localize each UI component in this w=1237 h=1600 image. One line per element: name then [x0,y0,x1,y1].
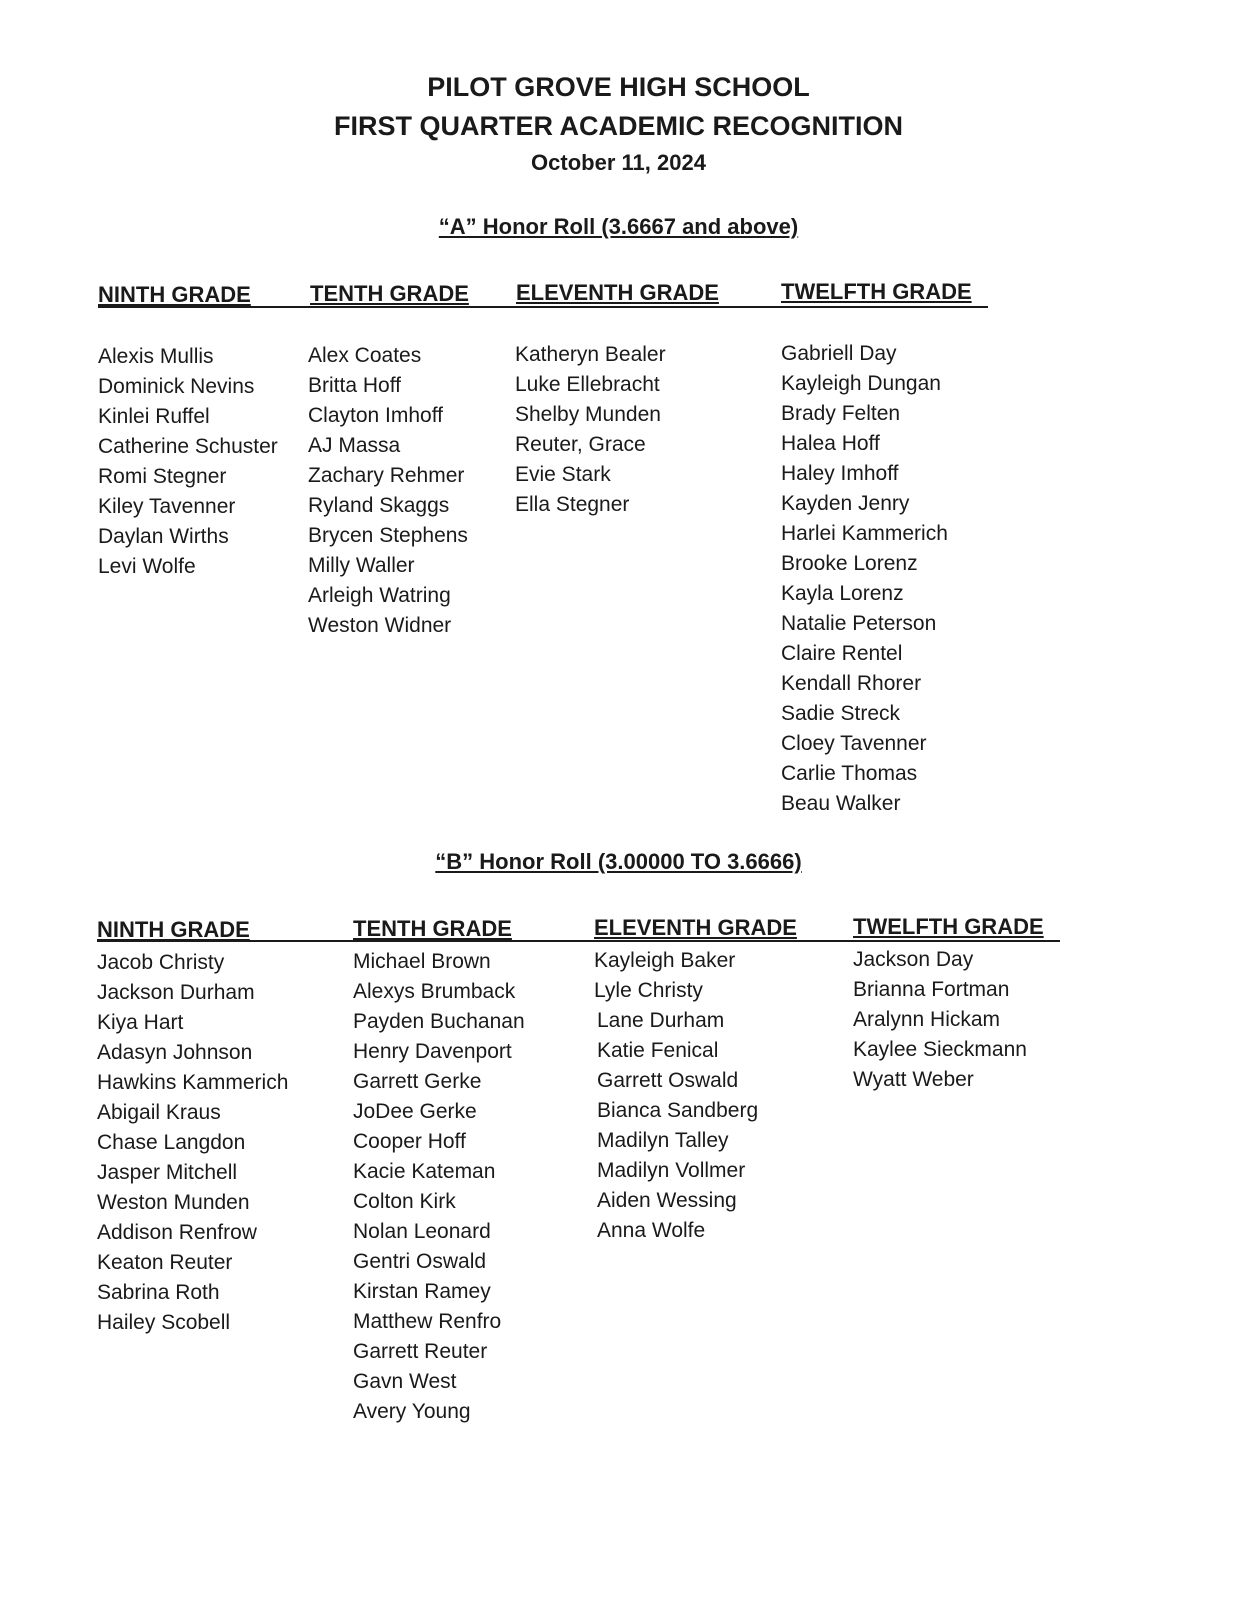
list-item: Brycen Stephens [308,524,468,547]
list-item: Weston Widner [308,614,452,637]
list-item: Garrett Gerke [353,1070,482,1093]
a-honor-roll-title: “A” Honor Roll (3.6667 and above) [438,214,799,239]
list-item: Kinlei Ruffel [98,405,210,428]
list-item: Shelby Munden [515,403,661,426]
list-item: Aiden Wessing [597,1189,737,1212]
list-item: Aralynn Hickam [853,1008,1001,1031]
list-item: Nolan Leonard [353,1220,491,1243]
list-item: Michael Brown [353,950,491,973]
list-item: Luke Ellebracht [515,373,660,396]
list-item: Catherine Schuster [98,435,278,458]
list-item: Romi Stegner [98,465,227,488]
list-item: Brianna Fortman [853,978,1010,1001]
list-item: Anna Wolfe [597,1219,706,1242]
list-item: Kacie Kateman [353,1160,496,1183]
list-item: Colton Kirk [353,1190,456,1213]
list-item: Brooke Lorenz [781,552,918,575]
b-ninth-grade-list [97,948,288,1338]
list-item: Cloey Tavenner [781,732,927,755]
b-eleventh-grade-list [594,946,758,1246]
list-item: Jackson Durham [97,981,255,1004]
b-eleventh-grade-heading: ELEVENTH GRADE [594,915,797,940]
list-item: Addison Renfrow [97,1221,257,1244]
b-tenth-grade-list [353,947,525,1427]
list-item: Daylan Wirths [98,525,229,548]
list-item: Arleigh Watring [308,584,451,607]
list-item: Alex Coates [308,344,422,367]
list-item: Haley Imhoff [781,462,899,485]
list-item: Lane Durham [597,1009,725,1032]
list-item: Milly Waller [308,554,415,577]
list-item: Adasyn Johnson [97,1041,253,1064]
list-item: Dominick Nevins [98,375,255,398]
list-item: Garrett Reuter [353,1340,488,1363]
list-item: Madilyn Vollmer [597,1159,746,1182]
list-item: Lyle Christy [594,979,703,1002]
list-item: Alexis Mullis [98,345,214,368]
list-item: Clayton Imhoff [308,404,444,427]
b-ninth-grade-heading: NINTH GRADE [97,917,250,942]
list-item: Sabrina Roth [97,1281,220,1304]
list-item: Abigail Kraus [97,1101,221,1124]
a-twelfth-grade-list [781,339,948,819]
b-twelfth-grade-heading: TWELFTH GRADE [853,914,1044,939]
list-item: Reuter, Grace [515,433,646,456]
list-item: Halea Hoff [781,432,880,455]
list-item: Brady Felten [781,402,901,425]
list-item: Avery Young [353,1400,471,1423]
list-item: Matthew Renfro [353,1310,502,1333]
b-honor-roll-title: “B” Honor Roll (3.00000 TO 3.6666) [435,849,802,874]
list-item: Katheryn Bealer [515,343,666,366]
list-item: Kayleigh Baker [594,949,736,972]
list-item: Kaylee Sieckmann [853,1038,1027,1061]
list-item: Kirstan Ramey [353,1280,491,1303]
list-item: Sadie Streck [781,702,901,725]
list-item: Payden Buchanan [353,1010,525,1033]
list-item: Cooper Hoff [353,1130,466,1153]
a-twelfth-grade-heading: TWELFTH GRADE [781,279,972,304]
list-item: Carlie Thomas [781,762,918,785]
list-item: Hailey Scobell [97,1311,231,1334]
list-item: Jasper Mitchell [97,1161,238,1184]
list-item: Zachary Rehmer [308,464,465,487]
list-item: Levi Wolfe [98,555,196,578]
list-item: Jackson Day [853,948,974,971]
list-item: Claire Rentel [781,642,903,665]
list-item: Katie Fenical [597,1039,719,1062]
list-item: Beau Walker [781,792,901,815]
list-item: Chase Langdon [97,1131,246,1154]
list-item: Kayleigh Dungan [781,372,941,395]
b-twelfth-grade-list [853,945,1027,1095]
list-item: Natalie Peterson [781,612,937,635]
list-item: Evie Stark [515,463,611,486]
list-item: Britta Hoff [308,374,401,397]
document-title: FIRST QUARTER ACADEMIC RECOGNITION [334,111,903,141]
list-item: Henry Davenport [353,1040,512,1063]
list-item: Jacob Christy [97,951,225,974]
list-item: JoDee Gerke [353,1100,477,1123]
a-tenth-grade-heading: TENTH GRADE [310,281,469,306]
list-item: Wyatt Weber [853,1068,974,1091]
list-item: Gabriell Day [781,342,897,365]
list-item: Ryland Skaggs [308,494,450,517]
list-item: Kendall Rhorer [781,672,922,695]
list-item: AJ Massa [308,434,401,457]
list-item: Weston Munden [97,1191,250,1214]
a-ninth-grade-list [98,342,278,582]
list-item: Gavn West [353,1370,457,1393]
list-item: Bianca Sandberg [597,1099,759,1122]
list-item: Kayden Jenry [781,492,910,515]
list-item: Garrett Oswald [597,1069,739,1092]
list-item: Kayla Lorenz [781,582,904,605]
a-tenth-grade-list [308,341,468,641]
a-ninth-grade-heading: NINTH GRADE [98,282,251,307]
list-item: Alexys Brumback [353,980,516,1003]
list-item: Keaton Reuter [97,1251,233,1274]
list-item: Harlei Kammerich [781,522,948,545]
list-item: Kiley Tavenner [98,495,236,518]
a-eleventh-grade-list [515,340,666,520]
b-tenth-grade-heading: TENTH GRADE [353,916,512,941]
school-name: PILOT GROVE HIGH SCHOOL [427,72,810,102]
document-date: October 11, 2024 [531,150,706,175]
list-item: Gentri Oswald [353,1250,487,1273]
a-eleventh-grade-heading: ELEVENTH GRADE [516,280,719,305]
list-item: Ella Stegner [515,493,630,516]
list-item: Madilyn Talley [597,1129,729,1152]
list-item: Hawkins Kammerich [97,1071,289,1094]
list-item: Kiya Hart [97,1011,184,1034]
